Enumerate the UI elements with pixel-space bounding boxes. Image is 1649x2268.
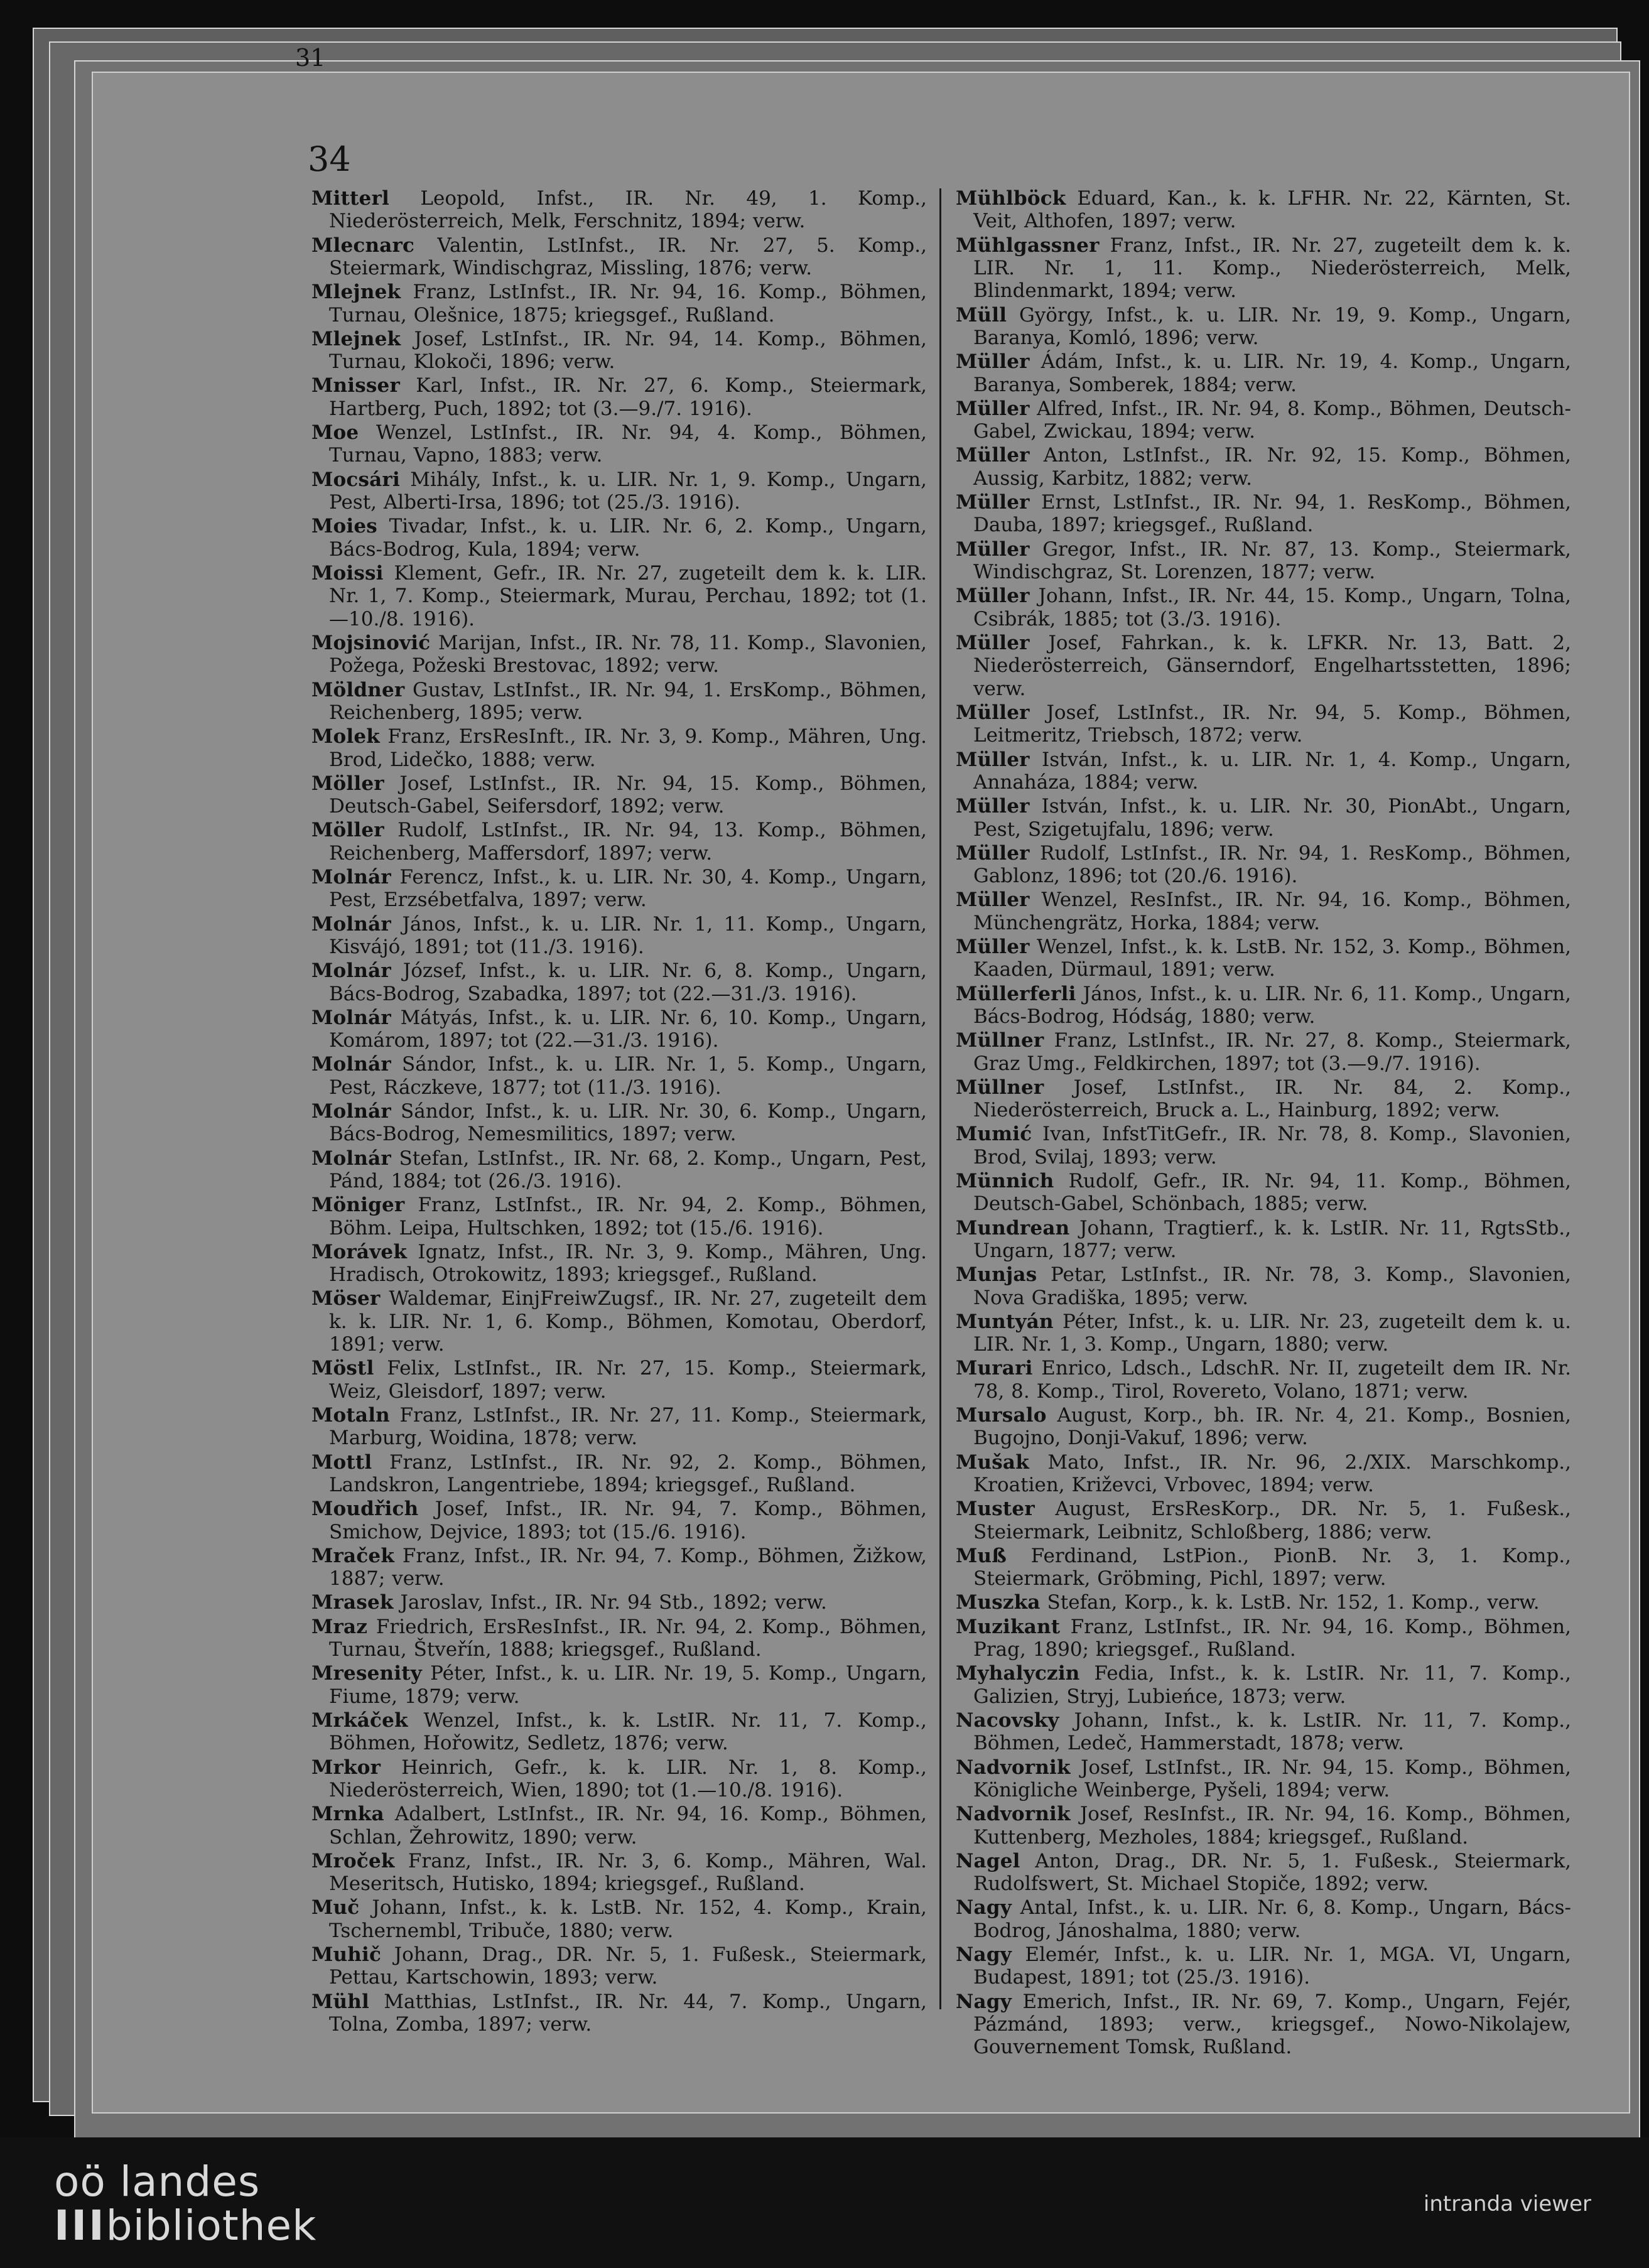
register-entry xyxy=(956,1591,1571,1614)
entry-surname: Mühlgassner xyxy=(956,234,1100,257)
register-entry xyxy=(956,1709,1571,1755)
entry-details: Franz, Infst., IR. Nr. 3, 6. Komp., Mähren, Wal. Meseritsch, Hutisko, 1894; kriegsgef., Rußland. xyxy=(329,1849,927,1896)
entry-surname: Mraček xyxy=(311,1544,395,1567)
register-entry xyxy=(311,725,927,771)
page-number: 34 xyxy=(308,139,351,179)
entry-details: Franz, LstInfst., IR. Nr. 27, 11. Komp., Steiermark, Marburg, Woidina, 1878; verw. xyxy=(329,1404,927,1450)
entry-surname: Moudřich xyxy=(311,1498,419,1521)
entry-details: Antal, Infst., k. u. LIR. Nr. 6, 8. Komp., Ungarn, Bács-Bodrog, Jánoshalma, 1880; verw. xyxy=(973,1896,1571,1942)
register-entry xyxy=(311,913,927,959)
register-entry xyxy=(956,748,1571,794)
entry-details: Jaroslav, Infst., IR. Nr. 94 Stb., 1892; verw. xyxy=(400,1591,827,1614)
register-entry xyxy=(956,1662,1571,1708)
register-entry xyxy=(956,1170,1571,1216)
entry-details: Mihály, Infst., k. u. LIR. Nr. 1, 9. Komp., Ungarn, Pest, Alberti-Irsa, 1896; tot (25./3. 1916). xyxy=(329,468,927,514)
register-entry xyxy=(311,1498,927,1543)
entry-details: Johann, Tragtierf., k. k. LstIR. Nr. 11, RgtsStb., Ungarn, 1877; verw. xyxy=(973,1216,1571,1263)
entry-details: Ádám, Infst., k. u. LIR. Nr. 19, 4. Komp., Ungarn, Baranya, Somberek, 1884; verw. xyxy=(973,350,1572,396)
entry-details: Felix, LstInfst., IR. Nr. 27, 15. Komp., Steiermark, Weiz, Gleisdorf, 1897; verw. xyxy=(329,1357,927,1403)
entry-details: Alfred, Infst., IR. Nr. 94, 8. Komp., Böhmen, Deutsch-Gabel, Zwickau, 1894; verw. xyxy=(973,397,1572,443)
register-entry xyxy=(956,1850,1571,1896)
entry-details: Sándor, Infst., k. u. LIR. Nr. 30, 6. Komp., Ungarn, Bács-Bodrog, Nemesmilitics, 1897; verw. xyxy=(329,1099,927,1146)
entry-details: Josef, LstInfst., IR. Nr. 94, 15. Komp., Böhmen, Deutsch-Gabel, Seifersdorf, 1892; verw. xyxy=(329,772,927,818)
logo-line-1: oö landes xyxy=(54,2157,261,2206)
register-entry xyxy=(956,632,1571,700)
logo-line-2 xyxy=(54,2201,317,2250)
entry-surname: Moissi xyxy=(311,561,384,585)
entry-surname: Möldner xyxy=(311,678,405,701)
register-entry xyxy=(311,1803,927,1849)
entry-surname: Münnich xyxy=(956,1170,1054,1192)
entry-details: Klement, Gefr., IR. Nr. 27, zugeteilt dem k. k. LIR. Nr. 1, 7. Komp., Steiermark, Murau, Perchau, 1892; tot (1.—10./8. 1916). xyxy=(329,561,927,630)
register-entry xyxy=(956,1803,1571,1849)
entry-surname: Muß xyxy=(956,1544,1007,1567)
entry-surname: Nagy xyxy=(956,1990,1012,2013)
entry-details: Ivan, InfstTitGefr., IR. Nr. 78, 8. Komp., Slavonien, Brod, Svilaj, 1893; verw. xyxy=(973,1123,1571,1169)
entry-surname: Moies xyxy=(311,515,377,538)
entry-details: Stefan, Korp., k. k. LstB. Nr. 152, 1. Komp., verw. xyxy=(1047,1591,1540,1614)
register-entry xyxy=(311,1241,927,1287)
entry-surname: Mroček xyxy=(311,1849,395,1872)
entry-details: Wenzel, ResInfst., IR. Nr. 94, 16. Komp., Böhmen, Münchengrätz, Horka, 1884; verw. xyxy=(973,888,1571,934)
register-entry xyxy=(956,701,1571,747)
previous-page-number-fragment: 31 xyxy=(295,44,326,72)
entry-surname: Müllner xyxy=(956,1029,1044,1052)
register-entry xyxy=(311,468,927,514)
entry-details: Josef, LstInfst., IR. Nr. 94, 15. Komp., Böhmen, Königliche Weinberge, Pyšeli, 1894; verw. xyxy=(973,1756,1571,1801)
entry-surname: Muč xyxy=(311,1896,360,1920)
entry-details: Péter, Infst., k. u. LIR. Nr. 19, 5. Komp., Ungarn, Fiume, 1879; verw. xyxy=(329,1662,927,1708)
register-entry xyxy=(311,281,927,327)
register-entry xyxy=(956,1310,1571,1356)
entry-surname: Möller xyxy=(311,819,384,842)
entry-details: Friedrich, ErsResInfst., IR. Nr. 94, 2. Komp., Böhmen, Turnau, Štveřín, 1888; kriegsgef., Rußland. xyxy=(329,1615,927,1661)
entry-surname: Möller xyxy=(311,772,384,795)
entry-details: Enrico, Ldsch., LdschR. Nr. II, zugeteilt dem IR. Nr. 78, 8. Komp., Tirol, Rovereto, Volano, 1871; verw. xyxy=(973,1357,1572,1403)
entry-surname: Mojsinović xyxy=(311,631,431,654)
entry-surname: Müll xyxy=(956,303,1007,327)
entry-details: Josef, Fahrkan., k. k. LFKR. Nr. 13, Batt. 2, Niederösterreich, Gänserndorf, Engelhartsstetten, 1896; verw. xyxy=(973,631,1571,700)
register-entry xyxy=(956,1943,1571,1989)
entry-details: Sándor, Infst., k. u. LIR. Nr. 1, 5. Komp., Ungarn, Pest, Ráczkeve, 1877; tot (11./3. 1916). xyxy=(329,1053,927,1099)
entry-surname: Muzikant xyxy=(956,1615,1061,1638)
entry-surname: Mursalo xyxy=(956,1404,1047,1427)
entry-surname: Möstl xyxy=(311,1357,374,1380)
register-entry xyxy=(311,1451,927,1497)
entry-surname: Müller xyxy=(956,888,1030,912)
entry-details: Mátyás, Infst., k. u. LIR. Nr. 6, 10. Komp., Ungarn, Komárom, 1897; tot (22.—31./3. 1916). xyxy=(329,1006,927,1052)
entry-details: Marijan, Infst., IR. Nr. 78, 11. Komp., Slavonien, Požega, Požeski Brestovac, 1892; verw. xyxy=(329,631,927,678)
entry-surname: Nagel xyxy=(956,1849,1020,1872)
register-entry xyxy=(311,1194,927,1239)
register-entry xyxy=(956,234,1571,303)
entry-surname: Müller xyxy=(956,841,1030,865)
entry-surname: Müller xyxy=(956,748,1030,771)
entry-surname: Müller xyxy=(956,350,1030,374)
register-entry xyxy=(311,234,927,280)
library-logo[interactable] xyxy=(54,2157,317,2250)
register-entry xyxy=(956,1545,1571,1590)
register-entry xyxy=(311,421,927,467)
entry-details: Wenzel, LstInfst., IR. Nr. 94, 4. Komp., Böhmen, Turnau, Vapno, 1883; verw. xyxy=(329,421,927,467)
entry-surname: Molnár xyxy=(311,912,391,936)
entry-surname: Molnár xyxy=(311,1147,391,1170)
entry-surname: Muhič xyxy=(311,1943,382,1966)
entry-details: György, Infst., k. u. LIR. Nr. 19, 9. Komp., Ungarn, Baranya, Komló, 1896; verw. xyxy=(973,303,1572,350)
entry-surname: Mrkáček xyxy=(311,1709,408,1732)
entry-surname: Mlejnek xyxy=(311,327,401,350)
register-entry xyxy=(311,1357,927,1403)
entry-details: Anton, LstInfst., IR. Nr. 92, 15. Komp., Böhmen, Aussig, Karbitz, 1882; verw. xyxy=(973,444,1571,490)
entry-details: Rudolf, LstInfst., IR. Nr. 94, 1. ResKomp., Böhmen, Gablonz, 1896; tot (20./6. 1916). xyxy=(973,841,1571,888)
entry-details: Johann, Infst., k. k. LstIR. Nr. 11, 7. Komp., Böhmen, Ledeč, Hammerstadt, 1878; verw. xyxy=(973,1709,1571,1755)
entry-details: Franz, LstInfst., IR. Nr. 92, 2. Komp., Böhmen, Landskron, Langentriebe, 1894; kriegsgef., Rußland. xyxy=(329,1450,927,1497)
entry-details: István, Infst., k. u. LIR. Nr. 1, 4. Komp., Ungarn, Annaháza, 1884; verw. xyxy=(973,748,1571,794)
entry-details: Johann, Infst., k. k. LstB. Nr. 152, 4. Komp., Krain, Tschernembl, Tribuče, 1880; verw. xyxy=(329,1896,927,1942)
entry-details: Ferdinand, LstPion., PionB. Nr. 3, 1. Komp., Steiermark, Gröbming, Pichl, 1897; verw. xyxy=(973,1544,1571,1590)
register-entry xyxy=(956,1076,1571,1122)
entry-surname: Nagy xyxy=(956,1943,1012,1966)
register-entry xyxy=(956,936,1571,981)
register-entry xyxy=(956,304,1571,350)
entry-surname: Molnár xyxy=(311,1006,391,1029)
register-entry xyxy=(311,1007,927,1052)
register-entry xyxy=(956,397,1571,443)
register-entry xyxy=(311,1662,927,1708)
entry-details: János, Infst., k. u. LIR. Nr. 1, 11. Komp., Ungarn, Kisvájó, 1891; tot (11./3. 1916). xyxy=(329,912,927,958)
register-entry xyxy=(311,1616,927,1661)
entry-details: Franz, LstInfst., IR. Nr. 27, 8. Komp., Steiermark, Graz Umg., Feldkirchen, 1897; tot (3.—9./7. 1916). xyxy=(973,1029,1571,1075)
entry-surname: Munjas xyxy=(956,1263,1037,1287)
entry-details: Johann, Infst., IR. Nr. 44, 15. Komp., Ungarn, Tolna, Csibrák, 1885; tot (3./3. 1916). xyxy=(973,585,1571,630)
entry-details: August, Korp., bh. IR. Nr. 4, 21. Komp., Bosnien, Bugojno, Donji-Vakuf, 1896; verw. xyxy=(973,1404,1571,1450)
entry-details: Wenzel, Infst., k. k. LstIR. Nr. 11, 7. Komp., Böhmen, Hořowitz, Sedletz, 1876; verw. xyxy=(329,1709,927,1755)
entry-surname: Molnár xyxy=(311,1099,391,1123)
register-entry xyxy=(311,1896,927,1942)
entry-details: Leopold, Infst., IR. Nr. 49, 1. Komp., Niederösterreich, Melk, Ferschnitz, 1894; verw. xyxy=(329,187,927,233)
entry-details: Franz, ErsResInft., IR. Nr. 3, 9. Komp., Mähren, Ung. Brod, Lidečko, 1888; verw. xyxy=(329,725,927,771)
register-entry xyxy=(956,888,1571,934)
entry-surname: Mraz xyxy=(311,1615,368,1638)
register-entry xyxy=(311,1404,927,1450)
entry-surname: Möniger xyxy=(311,1194,405,1217)
register-entry xyxy=(311,1545,927,1590)
entry-details: Gustav, LstInfst., IR. Nr. 94, 1. ErsKomp., Böhmen, Reichenberg, 1895; verw. xyxy=(329,678,927,724)
entry-surname: Morávek xyxy=(311,1240,408,1263)
register-entry xyxy=(956,444,1571,490)
entry-details: Valentin, LstInfst., IR. Nr. 27, 5. Komp., Steiermark, Windischgraz, Missling, 1876; verw. xyxy=(329,234,927,280)
register-entry xyxy=(311,328,927,374)
entry-details: Elemér, Infst., k. u. LIR. Nr. 1, MGA. VI, Ungarn, Budapest, 1891; tot (25./3. 1916). xyxy=(973,1943,1571,1989)
logo-line-2-text: bibliothek xyxy=(105,2201,317,2250)
entry-details: István, Infst., k. u. LIR. Nr. 30, PionAbt., Ungarn, Pest, Szigetujfalu, 1896; verw. xyxy=(973,795,1571,841)
entry-surname: Müller xyxy=(956,631,1030,654)
entry-surname: Mühl xyxy=(311,1990,369,2013)
entry-details: Fedia, Infst., k. k. LstIR. Nr. 11, 7. Komp., Galizien, Stryj, Lubieńce, 1873; verw. xyxy=(973,1662,1571,1708)
entry-details: Ignatz, Infst., IR. Nr. 3, 9. Komp., Mähren, Ung. Hradisch, Otrokowitz, 1893; kriegsgef., Rußland. xyxy=(329,1240,927,1287)
entry-details: Heinrich, Gefr., k. k. LIR. Nr. 1, 8. Komp., Niederösterreich, Wien, 1890; tot (1.—10./8. 1916). xyxy=(329,1756,927,1801)
register-entry xyxy=(311,1850,927,1896)
register-entry xyxy=(956,1756,1571,1802)
register-entry xyxy=(956,1263,1571,1309)
entry-surname: Müller xyxy=(956,585,1030,608)
entry-surname: Müller xyxy=(956,397,1030,420)
entry-surname: Mlecnarc xyxy=(311,234,415,257)
entry-details: Tivadar, Infst., k. u. LIR. Nr. 6, 2. Komp., Ungarn, Bács-Bodrog, Kula, 1894; verw. xyxy=(329,515,927,561)
register-entry xyxy=(311,1287,927,1356)
entry-details: Franz, LstInfst., IR. Nr. 94, 16. Komp., Böhmen, Prag, 1890; kriegsgef., Rußland. xyxy=(973,1615,1571,1661)
register-entry xyxy=(311,819,927,865)
entry-surname: Moe xyxy=(311,421,359,445)
entry-surname: Möser xyxy=(311,1287,381,1310)
entry-details: Josef, Infst., IR. Nr. 94, 7. Komp., Böhmen, Smichow, Dejvice, 1893; tot (15./6. 1916). xyxy=(329,1498,927,1543)
register-entry xyxy=(956,350,1571,396)
entry-details: Péter, Infst., k. u. LIR. Nr. 23, zugeteilt dem k. u. LIR. Nr. 1, 3. Komp., Ungarn, 1880; verw. xyxy=(973,1310,1571,1356)
register-entry xyxy=(956,1498,1571,1543)
entry-surname: Mnisser xyxy=(311,374,400,397)
entry-surname: Muszka xyxy=(956,1591,1041,1614)
entry-details: Petar, LstInfst., IR. Nr. 78, 3. Komp., Slavonien, Nova Gradiška, 1895; verw. xyxy=(973,1263,1571,1309)
entry-surname: Motaln xyxy=(311,1404,390,1427)
register-entry xyxy=(311,1147,927,1193)
right-column xyxy=(956,187,1572,2059)
entry-details: August, ErsResKorp., DR. Nr. 5, 1. Fußesk., Steiermark, Leibnitz, Schloßberg, 1886; verw. xyxy=(973,1498,1571,1543)
entry-surname: Mresenity xyxy=(311,1662,422,1685)
entry-details: Mato, Infst., IR. Nr. 96, 2./XIX. Marschkomp., Kroatien, Križevci, Vrbovec, 1894; verw. xyxy=(973,1450,1571,1497)
entry-surname: Mrkor xyxy=(311,1756,381,1779)
register-entry xyxy=(956,538,1571,584)
entry-surname: Müllner xyxy=(956,1076,1044,1099)
entry-surname: Mlejnek xyxy=(311,281,401,304)
entry-details: Matthias, LstInfst., IR. Nr. 44, 7. Komp., Ungarn, Tolna, Zomba, 1897; verw. xyxy=(329,1990,927,2036)
register-entry xyxy=(311,562,927,630)
entry-surname: Mundrean xyxy=(956,1216,1070,1239)
entry-details: Ferencz, Infst., k. u. LIR. Nr. 30, 4. Komp., Ungarn, Pest, Erzsébetfalva, 1897; verw. xyxy=(329,865,927,912)
register-entry xyxy=(311,1591,927,1614)
entry-surname: Mottl xyxy=(311,1450,372,1474)
entry-details: Josef, LstInfst., IR. Nr. 84, 2. Komp., Niederösterreich, Bruck a. L., Hainburg, 1892; verw. xyxy=(973,1076,1571,1122)
entry-surname: Molek xyxy=(311,725,380,748)
entry-details: Franz, Infst., IR. Nr. 27, zugeteilt dem k. k. LIR. Nr. 1, 11. Komp., Niederösterreich, Melk, Blindenmarkt, 1894; verw. xyxy=(973,234,1571,303)
register-entry xyxy=(956,1990,1571,2059)
entry-surname: Molnár xyxy=(311,1053,391,1076)
entry-surname: Nacovsky xyxy=(956,1709,1059,1732)
register-entry xyxy=(311,187,927,233)
entry-details: Wenzel, Infst., k. k. LstB. Nr. 152, 3. Komp., Böhmen, Kaaden, Dürmaul, 1891; verw. xyxy=(973,935,1571,981)
register-entry xyxy=(956,1404,1571,1450)
entry-details: Franz, LstInfst., IR. Nr. 94, 2. Komp., Böhmen, Böhm. Leipa, Hultschken, 1892; tot (15./6. 1916). xyxy=(329,1194,927,1239)
register-entry xyxy=(956,1217,1571,1263)
register-entry xyxy=(956,983,1571,1029)
entry-surname: Mrnka xyxy=(311,1803,384,1826)
register-entry xyxy=(956,491,1571,537)
entry-surname: Nagy xyxy=(956,1896,1012,1920)
entry-details: Adalbert, LstInfst., IR. Nr. 94, 16. Komp., Böhmen, Schlan, Žehrowitz, 1890; verw. xyxy=(329,1803,927,1849)
register-entry xyxy=(956,795,1571,841)
entry-details: Rudolf, Gefr., IR. Nr. 94, 11. Komp., Böhmen, Deutsch-Gabel, Schönbach, 1885; verw. xyxy=(973,1170,1571,1216)
entry-details: Josef, LstInfst., IR. Nr. 94, 5. Komp., Böhmen, Leitmeritz, Triebsch, 1872; verw. xyxy=(973,701,1572,747)
entry-surname: Molnár xyxy=(311,865,391,888)
register-entry xyxy=(956,1896,1571,1942)
entry-surname: Muster xyxy=(956,1498,1035,1521)
register-entry xyxy=(956,1616,1571,1661)
left-column xyxy=(311,187,927,2036)
register-entry xyxy=(956,842,1571,888)
entry-surname: Muntyán xyxy=(956,1310,1054,1333)
entry-surname: Murari xyxy=(956,1357,1033,1380)
register-entry xyxy=(311,1053,927,1099)
entry-details: Franz, LstInfst., IR. Nr. 94, 16. Komp., Böhmen, Turnau, Olešnice, 1875; kriegsgef., Rußland. xyxy=(329,281,927,327)
column-divider xyxy=(939,188,941,2009)
entry-details: Rudolf, LstInfst., IR. Nr. 94, 13. Komp., Böhmen, Reichenberg, Maffersdorf, 1897; verw. xyxy=(329,819,927,865)
entry-surname: Mitterl xyxy=(311,187,389,210)
register-entry xyxy=(956,1451,1571,1497)
entry-surname: Myhalyczin xyxy=(956,1662,1080,1685)
entry-surname: Mušak xyxy=(956,1450,1029,1474)
entry-surname: Mumić xyxy=(956,1123,1032,1146)
register-entry xyxy=(311,632,927,678)
register-entry xyxy=(311,374,927,420)
register-entry xyxy=(311,1943,927,1989)
viewer-label[interactable]: intranda viewer xyxy=(1423,2191,1591,2217)
entry-details: Gregor, Infst., IR. Nr. 87, 13. Komp., Steiermark, Windischgraz, St. Lorenzen, 1877; verw. xyxy=(973,537,1572,584)
entry-surname: Müller xyxy=(956,935,1030,958)
entry-details: Ernst, LstInfst., IR. Nr. 94, 1. ResKomp., Böhmen, Dauba, 1897; kriegsgef., Rußland. xyxy=(973,491,1571,537)
register-entry xyxy=(956,585,1571,630)
entry-surname: Müller xyxy=(956,701,1030,724)
logo-bars: III xyxy=(54,2201,106,2250)
register-entry xyxy=(311,866,927,912)
register-entry xyxy=(956,1123,1571,1169)
entry-surname: Müller xyxy=(956,491,1030,514)
entry-details: Josef, ResInfst., IR. Nr. 94, 16. Komp., Böhmen, Kuttenberg, Mezholes, 1884; kriegsgef., Rußland. xyxy=(973,1803,1572,1849)
entry-details: János, Infst., k. u. LIR. Nr. 6, 11. Komp., Ungarn, Bács-Bodrog, Hódság, 1880; verw. xyxy=(973,982,1571,1028)
register-entry xyxy=(956,1357,1571,1403)
entry-surname: Mrasek xyxy=(311,1591,394,1614)
register-entry xyxy=(311,515,927,561)
entry-details: Franz, Infst., IR. Nr. 94, 7. Komp., Böhmen, Žižkow, 1887; verw. xyxy=(329,1544,927,1590)
register-entry xyxy=(311,1990,927,2036)
entry-surname: Mocsári xyxy=(311,468,400,491)
entry-details: Eduard, Kan., k. k. LFHR. Nr. 22, Kärnten, St. Veit, Althofen, 1897; verw. xyxy=(973,187,1571,233)
entry-surname: Molnár xyxy=(311,959,391,983)
entry-details: Waldemar, EinjFreiwZugsf., IR. Nr. 27, zugeteilt dem k. k. LIR. Nr. 1, 6. Komp., Böhmen, Komotau, Oberdorf, 1891; verw. xyxy=(329,1287,927,1356)
register-entry xyxy=(311,959,927,1005)
entry-details: Stefan, LstInfst., IR. Nr. 68, 2. Komp., Ungarn, Pest, Pánd, 1884; tot (26./3. 1916). xyxy=(329,1147,927,1192)
register-entry xyxy=(956,187,1571,233)
entry-details: Emerich, Infst., IR. Nr. 69, 7. Komp., Ungarn, Fejér, Pázmánd, 1893; verw., kriegsgef., Nowo-Nikolajew, Gouvernement Tomsk, Rußland. xyxy=(973,1990,1572,2059)
register-entry xyxy=(311,1756,927,1802)
entry-details: Karl, Infst., IR. Nr. 27, 6. Komp., Steiermark, Hartberg, Puch, 1892; tot (3.—9./7. 1916). xyxy=(329,374,927,420)
entry-surname: Nadvornik xyxy=(956,1803,1071,1826)
entry-surname: Mühlböck xyxy=(956,187,1066,210)
entry-surname: Müller xyxy=(956,795,1030,818)
entry-details: József, Infst., k. u. LIR. Nr. 6, 8. Komp., Ungarn, Bács-Bodrog, Szabadka, 1897; tot (22.—31./3. 1916). xyxy=(329,959,927,1005)
entry-surname: Nadvornik xyxy=(956,1756,1071,1779)
entry-surname: Müller xyxy=(956,537,1030,561)
entry-details: Johann, Drag., DR. Nr. 5, 1. Fußesk., Steiermark, Pettau, Kartschowin, 1893; verw. xyxy=(329,1943,927,1989)
register-entry xyxy=(311,772,927,818)
register-entry xyxy=(311,679,927,725)
register-entry xyxy=(956,1029,1571,1075)
entry-surname: Müllerferli xyxy=(956,982,1076,1005)
entry-details: Anton, Drag., DR. Nr. 5, 1. Fußesk., Steiermark, Rudolfswert, St. Michael Stopiče, 1892; verw. xyxy=(973,1849,1571,1896)
register-entry xyxy=(311,1100,927,1146)
entry-details: Josef, LstInfst., IR. Nr. 94, 14. Komp., Böhmen, Turnau, Klokoči, 1896; verw. xyxy=(329,327,927,374)
register-entry xyxy=(311,1709,927,1755)
entry-surname: Müller xyxy=(956,444,1030,467)
